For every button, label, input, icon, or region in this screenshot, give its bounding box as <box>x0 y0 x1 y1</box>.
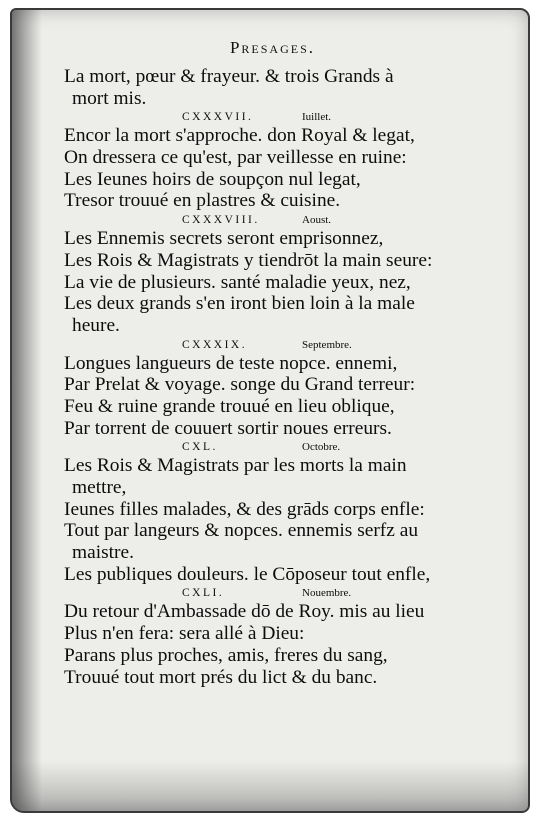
verse-line: Les Ieunes hoirs de soupçon nul legat, <box>64 168 361 190</box>
quatrain-heading <box>62 109 502 125</box>
verse-line: On dressera ce qu'est, par veillesse en ruine: <box>64 147 407 169</box>
verse-line: Encor la mort s'approche. don Royal & legat, <box>64 125 415 147</box>
verse-line: La vie de plusieurs. santé maladie yeux, nez, <box>64 271 411 293</box>
verse-line: Les Rois & Magistrats par les morts la main <box>64 455 407 477</box>
quatrain-number: CXLI. <box>182 587 225 600</box>
verse-line: Trouué tout mort prés du lict & du banc. <box>64 666 378 688</box>
verse-line: mort mis. <box>72 87 147 109</box>
verse-line: Les publiques douleurs. le Cōposeur tout enfle, <box>64 563 431 585</box>
quatrain-month: Aoust. <box>302 214 332 227</box>
quatrain-number: CXXXVIII. <box>182 214 260 227</box>
verse-line: heure. <box>72 314 120 336</box>
verse-line: Ieunes filles malades, & des grāds corps enfle: <box>64 498 425 520</box>
quatrain-heading <box>62 337 502 353</box>
verse-line: mettre, <box>72 477 127 498</box>
verse-line: Les Rois & Magistrats y tiendrōt la main seure: <box>64 249 433 271</box>
verse-line: Longues langueurs de teste nopce. ennemi, <box>64 352 398 374</box>
quatrain-month: Nouembre. <box>302 587 352 600</box>
quatrain-heading <box>62 585 502 601</box>
verse-line: Tresor trouué en plastres & cuisine. <box>64 190 341 212</box>
quatrain-month: Octobre. <box>302 441 341 454</box>
verse-line: Du retour d'Ambassade dō de Roy. mis au lieu <box>64 601 425 623</box>
quatrain-number: CXXXIX. <box>182 338 248 351</box>
verse-line: Feu & ruine grande trouué en lieu oblique, <box>64 395 395 417</box>
running-head: Presages. <box>229 38 316 57</box>
quatrain-number: CXL. <box>182 441 218 454</box>
verse-line: Parans plus proches, amis, freres du sang, <box>64 644 388 666</box>
verse-line: Tout par langeurs & nopces. ennemis serfz au <box>64 520 419 542</box>
quatrain-month: Septembre. <box>302 338 352 351</box>
quatrain-month: Iuillet. <box>302 111 332 124</box>
prophecy-text-block <box>62 66 502 688</box>
verse-line: Les deux grands s'en iront bien loin à la male <box>64 293 415 315</box>
verse-line: maistre. <box>72 542 134 564</box>
quatrain-heading <box>62 439 502 455</box>
verse-line: Par Prelat & voyage. songe du Grand terreur: <box>64 374 416 396</box>
verse-line: Les Ennemis secrets seront emprisonnez, <box>64 228 384 250</box>
quatrain-heading <box>62 212 502 228</box>
quatrain-number: CXXXVII. <box>182 111 254 124</box>
verse-line: La mort, pœur & frayeur. & trois Grands à <box>64 66 394 87</box>
verse-line: Par torrent de couuert sortir noues erreurs. <box>64 417 392 439</box>
verse-line: Plus n'en fera: sera allé à Dieu: <box>64 623 305 645</box>
